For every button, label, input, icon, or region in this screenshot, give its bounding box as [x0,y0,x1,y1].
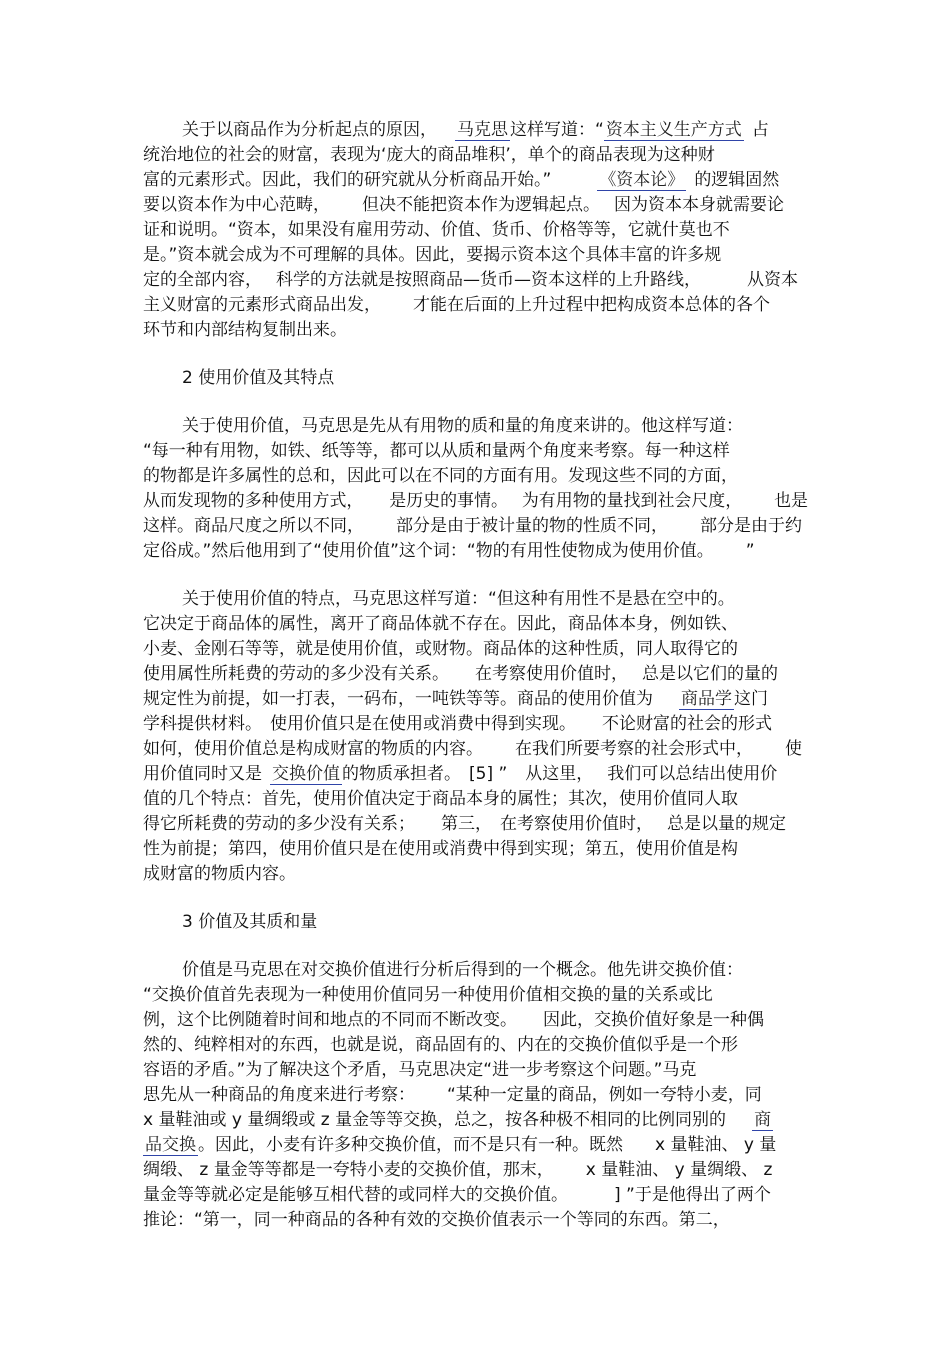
text-span: 例，这个比例随着时间和地点的不同而不断改变。 [143,1010,517,1030]
text-line [143,762,777,786]
section-heading: 2 使用价值及其特点 [182,368,335,388]
text-span: “某种一定量的商品，例如一夸特小麦，同 [447,1085,762,1105]
text-line: 然的、纯粹相对的东西，也就是说，商品固有的、内在的交换价值似乎是一个形 [143,1035,738,1055]
text-span: 因此，交换价值好象是一种偶 [543,1010,764,1030]
text-line [143,1133,776,1157]
text-span: 不论财富的社会的形式 [602,714,772,734]
text-line [143,737,802,761]
text-line: “交换价值首先表现为一种使用价值同另一种使用价值相交换的量的关系或比 [143,985,713,1005]
text-line [143,193,784,217]
text-span: 关于以商品作为分析起点的原因， [182,120,437,140]
text-span: 才能在后面的上升过程中把构成资本总体的各个 [413,295,770,315]
text-span: 因为资本本身就需要论 [614,195,784,215]
text-span: 为有用物的量找到社会尺度， [521,491,743,511]
text-span: x 量鞋油、 y 量 [655,1135,777,1155]
text-span: ” [745,541,755,561]
text-line: 性为前提；第四，使用价值只是在使用或消费中得到实现；第五，使用价值是构 [143,839,738,859]
text-span: 从资本 [747,270,798,290]
text-line [143,293,770,317]
text-span: 是历史的事情。 [389,491,508,511]
text-line: 的物都是许多属性的总和，因此可以在不同的方面有用。发现这些不同的方面， [143,466,738,486]
text-line [143,514,802,538]
text-span: 部分是由于约 [700,516,802,536]
text-line: “每一种有用物，如铁、纸等等，都可以从质和量两个角度来考察。每一种这样 [143,441,730,461]
link-commodity-science[interactable]: 商品学 [681,689,732,709]
text-span: 。因此，小麦有许多种交换价值，而不是只有一种。既然 [198,1135,623,1155]
text-span: 这门 [734,689,768,709]
text-span: 这样写道：“ [510,120,604,140]
text-span: 规定性为前提，如一打表，一码布，一吨铁等等。商品的使用价值为 [143,689,653,709]
text-line: 证和说明。“资本，如果没有雇用劳动、价值、货币、价格等等，它就什莫也不 [143,220,730,240]
text-span: 思先从一种商品的角度来进行考察： [143,1085,415,1105]
text-line [143,268,798,292]
text-span: x 量鞋油、 y 量绸缎、 z [585,1160,773,1180]
text-span: 富的元素形式。因此，我们的研究就从分析商品开始。” [143,170,552,190]
text-span: 从这里， [525,764,594,784]
text-line: 环节和内部结构复制出来。 [143,320,347,340]
text-line: 小麦、金刚石等等，就是使用价值，或财物。商品体的这种性质，同人取得它的 [143,639,738,659]
text-span: 在考察使用价值时， [475,664,628,684]
text-span: 总是以它们的量的 [642,664,778,684]
text-span: 在考察使用价值时， [500,814,653,834]
link-commodity-exchange-part1[interactable]: 商 [754,1110,772,1130]
text-line [143,1158,772,1182]
text-line: 关于使用价值，马克思是先从有用物的质和量的角度来讲的。他这样写道： [182,416,743,436]
text-line [143,812,786,836]
text-span: 学科提供材料。 [143,714,262,734]
link-marx[interactable]: 马克思 [457,120,508,140]
text-span: 主义财富的元素形式商品出发， [143,295,381,315]
text-span: 从而发现物的多种使用方式， [143,491,364,511]
text-span: 得它所耗费的劳动的多少没有关系； [143,814,415,834]
text-span: 使用价值只是在使用或消费中得到实现。 [270,714,576,734]
text-line: 值的几个特点：首先，使用价值决定于商品本身的属性；其次，使用价值同人取 [143,789,738,809]
text-line [182,118,769,142]
text-span: 的物质承担者。 [342,764,461,784]
text-line: 是。”资本就会成为不可理解的具体。因此，要揭示资本这个具体丰富的许多规 [143,245,722,265]
text-line [143,662,778,686]
text-span: 占 [751,120,769,140]
text-line: 成财富的物质内容。 [143,864,296,884]
text-span: 这样。商品尺度之所以不同， [143,516,364,536]
text-line [143,712,772,736]
text-line [143,1008,764,1032]
footnote-ref[interactable]: [5] ” [469,764,508,784]
link-commodity-exchange-part2[interactable]: 品交换 [145,1135,196,1155]
link-das-kapital[interactable]: 《资本论》 [599,170,685,190]
text-span: 但决不能把资本作为逻辑起点。 [362,195,600,215]
text-line [143,1083,762,1107]
link-capitalist-mode-of-production[interactable]: 资本主义生产方式 [605,120,742,140]
text-span: 也是 [774,491,808,511]
text-span: 使 [785,739,802,759]
text-span: 第三， [441,814,492,834]
text-line [143,168,779,192]
text-line [143,1183,771,1207]
text-line: 价值是马克思在对交换价值进行分析后得到的一个概念。他先讲交换价值： [182,960,743,980]
text-span: 我们可以总结出使用价 [607,764,778,784]
text-span: x 量鞋油或 y 量绸缎或 z 量金等等交换，总之，按各种极不相同的比例同别的 [143,1110,727,1130]
text-line: 推论：“第一，同一种商品的各种有效的交换价值表示一个等同的东西。第二， [143,1210,730,1230]
text-line [143,489,808,513]
text-line: 关于使用价值的特点，马克思这样写道：“但这种有用性不是悬在空中的。 [182,589,735,609]
text-span: 用价值同时又是 [143,764,262,784]
text-span: 要以资本作为中心范畴， [143,195,330,215]
text-span: 量金等等就必定是能够互相代替的或同样大的交换价值。 [143,1185,568,1205]
text-span: 使用属性所耗费的劳动的多少没有关系。 [143,664,449,684]
text-line [143,687,768,711]
section-heading: 3 价值及其质和量 [182,912,318,932]
text-span: 绸缎、 z 量金等等都是一夸特小麦的交换价值，那末， [143,1160,554,1180]
text-span: 总是以量的规定 [667,814,786,834]
text-span: 科学的方法就是按照商品—货币—资本这样的上升路线， [276,270,701,290]
text-span: 部分是由于被计量的物的性质不同， [396,516,668,536]
text-line: 它决定于商品体的属性，离开了商品体就不存在。因此，商品体本身，例如铁、 [143,614,738,634]
text-span: 定俗成。”然后他用到了“使用价值”这个词：“物的有用性使物成为使用价值。 [143,541,714,561]
text-line: 容语的矛盾。”为了解决这个矛盾，马克思决定“进一步考察这个问题。”马克 [143,1060,697,1080]
text-span: 如何，使用价值总是构成财富的物质的内容。 [143,739,483,759]
text-span: ] ”于是他得出了两个 [614,1185,771,1205]
text-span: 在我们所要考察的社会形式中， [515,739,753,759]
text-line [143,1108,773,1132]
link-exchange-value[interactable]: 交换价值 [272,764,340,784]
text-span: 的逻辑固然 [694,170,780,190]
text-line: 统治地位的社会的财富，表现为‘庞大的商品堆积’，单个的商品表现为这种财 [143,145,715,165]
text-span: 定的全部内容， [143,270,262,290]
text-line [143,539,755,563]
